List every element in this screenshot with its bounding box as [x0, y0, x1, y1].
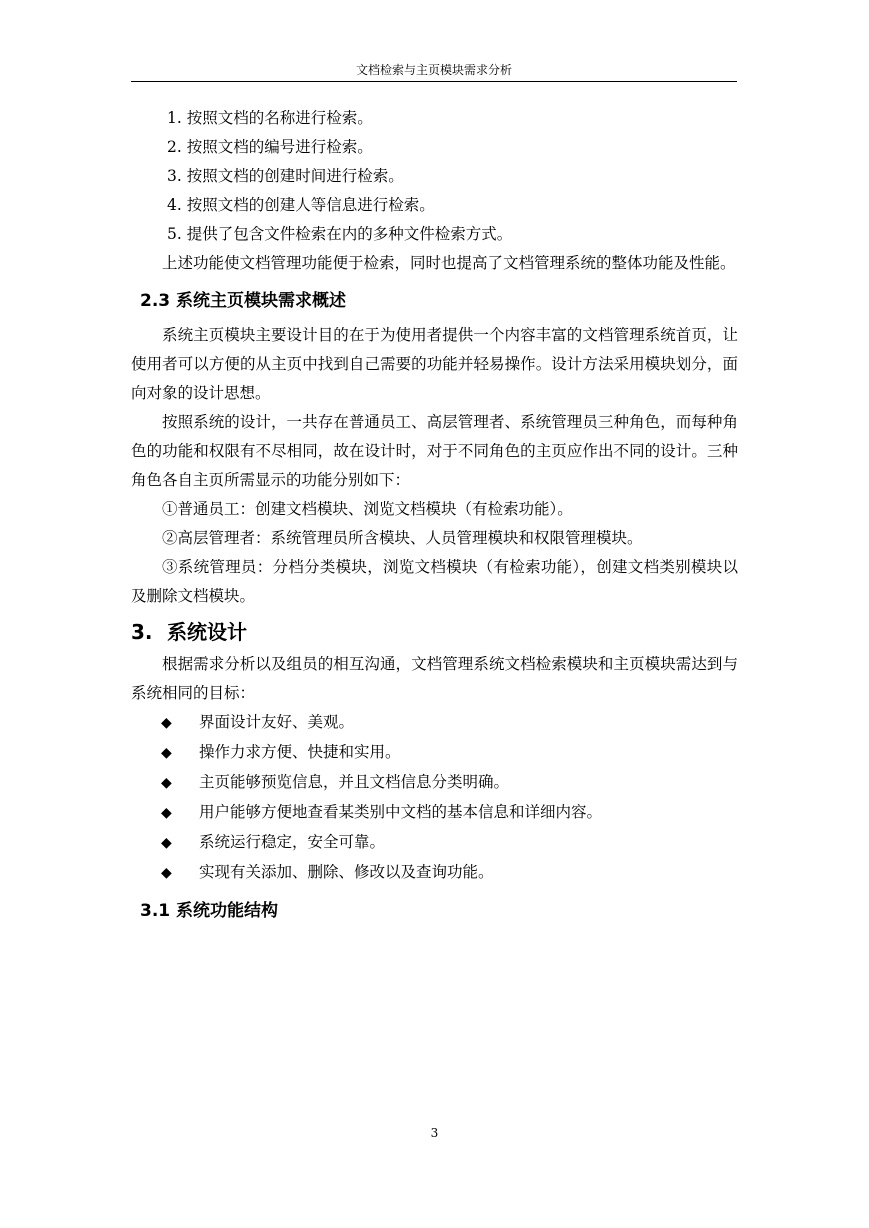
section-number: 3. — [131, 620, 153, 644]
bullet-item — [131, 798, 738, 828]
diamond-bullet-icon: ◆ — [161, 775, 172, 791]
list-item: 2. 按照文档的编号进行检索。 — [167, 138, 373, 156]
bullet-text: 实现有关添加、删除、修改以及查询功能。 — [199, 863, 494, 881]
role-item: ②高层管理者：系统管理员所含模块、人员管理模块和权限管理模块。 — [162, 529, 643, 547]
section-heading-2-3: 2.3 系统主页模块需求概述 — [140, 291, 347, 311]
section-title: 系统设计 — [167, 620, 247, 644]
list-item: 5. 提供了包含文件检索在内的多种文件检索方式。 — [167, 225, 513, 243]
bullet-text: 界面设计友好、美观。 — [199, 713, 355, 731]
bullet-text: 操作力求方便、快捷和实用。 — [199, 743, 401, 761]
section-heading-3-1: 3.1 系统功能结构 — [140, 901, 279, 921]
bullet-item — [131, 738, 738, 768]
diamond-bullet-icon: ◆ — [161, 745, 172, 761]
section-heading-3 — [131, 618, 738, 646]
bullet-item — [131, 858, 738, 888]
list-item: 4. 按照文档的创建人等信息进行检索。 — [167, 196, 435, 214]
header-rule — [131, 81, 737, 82]
bullet-item — [131, 828, 738, 858]
page-number: 3 — [430, 1126, 439, 1140]
paragraph: 系统主页模块主要设计目的在于为使用者提供一个内容丰富的文档管理系统首页，让使用者可以方便的从主页中找到自己需要的功能并轻易操作。设计方法采用模块划分，面向对象的设计思想。 — [131, 326, 738, 402]
role-item: ①普通员工：创建文档模块、浏览文档模块（有检索功能）。 — [162, 500, 573, 518]
paragraph: 根据需求分析以及组员的相互沟通，文档管理系统文档检索模块和主页模块需达到与系统相同的目标： — [131, 655, 738, 702]
role-item: ③系统管理员：分档分类模块，浏览文档模块（有检索功能），创建文档类别模块以及删除文档模块。 — [131, 558, 738, 605]
bullet-item — [131, 708, 738, 738]
bullet-item — [131, 768, 738, 798]
list-item: 3. 按照文档的创建时间进行检索。 — [167, 167, 404, 185]
document-body — [131, 104, 738, 931]
paragraph: 上述功能使文档管理功能便于检索，同时也提高了文档管理系统的整体功能及性能。 — [162, 254, 736, 272]
diamond-bullet-icon: ◆ — [161, 835, 172, 851]
bullet-text: 系统运行稳定，安全可靠。 — [199, 833, 386, 851]
diamond-bullet-icon: ◆ — [161, 865, 172, 881]
paragraph: 按照系统的设计，一共存在普通员工、高层管理者、系统管理员三种角色，而每种角色的功能和权限有不尽相同，故在设计时，对于不同角色的主页应作出不同的设计。三种角色各自主页所需显示的功能分别如下： — [131, 413, 738, 489]
list-item: 1. 按照文档的名称进行检索。 — [167, 109, 373, 127]
diamond-bullet-icon: ◆ — [161, 805, 172, 821]
diamond-bullet-icon: ◆ — [161, 715, 172, 731]
running-header: 文档检索与主页模块需求分析 — [355, 63, 512, 77]
bullet-text: 用户能够方便地查看某类别中文档的基本信息和详细内容。 — [199, 803, 603, 821]
bullet-text: 主页能够预览信息，并且文档信息分类明确。 — [199, 773, 510, 791]
